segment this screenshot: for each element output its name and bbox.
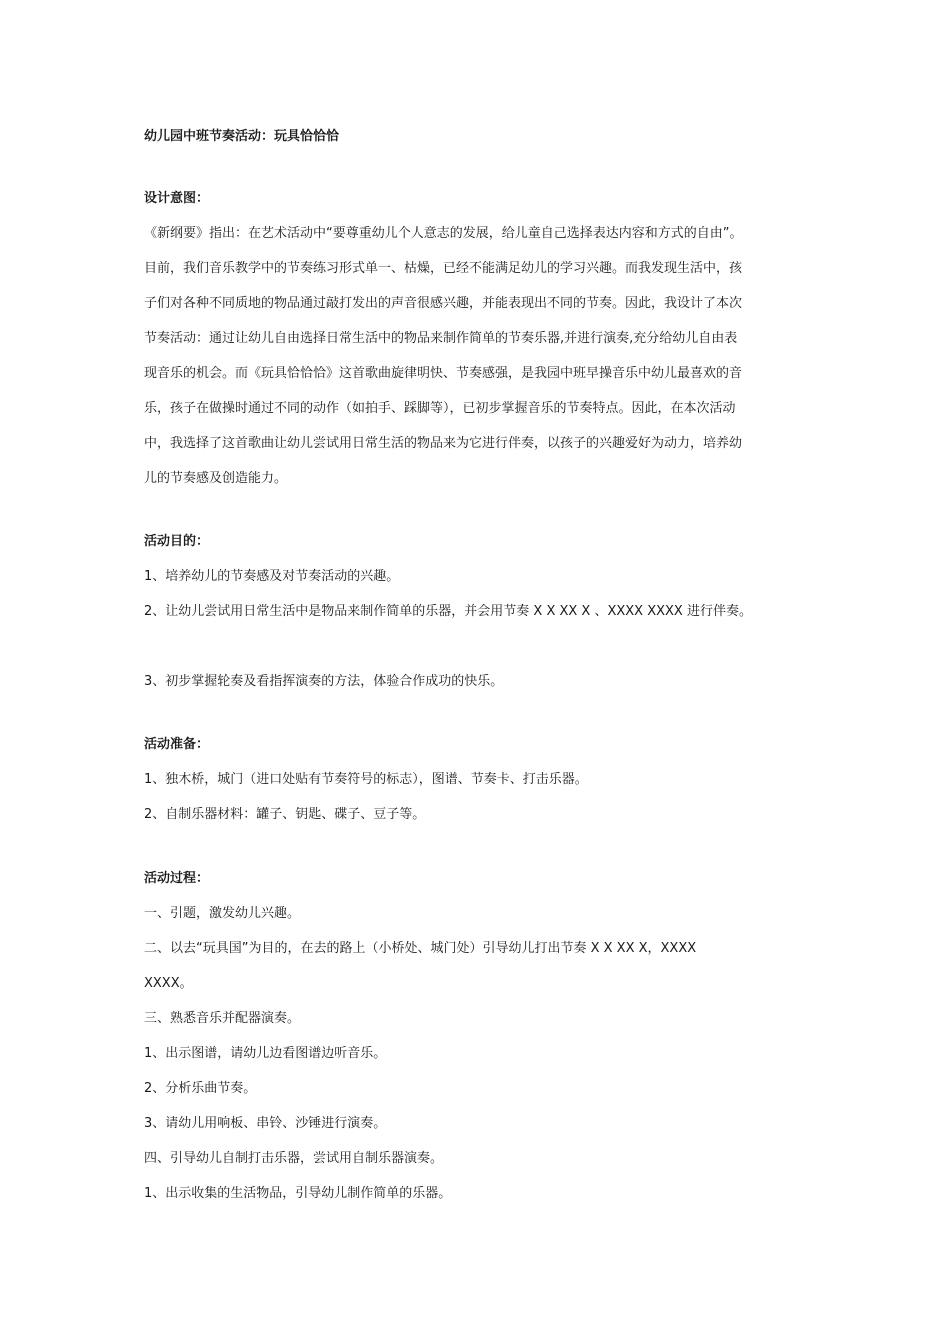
design-line: 子们对各种不同质地的物品通过敲打发出的声音很感兴趣，并能表现出不同的节奏。因此，我设计了本次	[144, 296, 743, 311]
goal-heading: 活动目的：	[144, 534, 210, 549]
design-heading: 设计意图：	[144, 191, 210, 206]
process-item: 3、请幼儿用响板、串铃、沙锤进行演奏。	[144, 1116, 387, 1131]
design-line: 现音乐的机会。而《玩具恰恰恰》这首歌曲旋律明快、节奏感强，是我园中班早操音乐中幼儿最喜欢的音	[144, 366, 743, 381]
process-item: 三、熟悉音乐并配器演奏。	[144, 1011, 301, 1026]
design-line: 《新纲要》指出：在艺术活动中“要尊重幼儿个人意志的发展，给儿童自己选择表达内容和方式的自由”。	[144, 226, 743, 241]
design-line: 乐，孩子在做操时通过不同的动作（如拍手、踩脚等），已初步掌握音乐的节奏特点。因此，在本次活动	[144, 401, 736, 416]
process-item: 二、以去“玩具国”为目的，在去的路上（小桥处、城门处）引导幼儿打出节奏 X X XX X，XXXX	[144, 941, 697, 956]
design-line: 中，我选择了这首歌曲让幼儿尝试用日常生活的物品来为它进行伴奏，以孩子的兴趣爱好为动力，培养幼	[144, 436, 743, 451]
process-item: 四、引导幼儿自制打击乐器，尝试用自制乐器演奏。	[144, 1151, 444, 1166]
design-line: 节奏活动：通过让幼儿自由选择日常生活中的物品来制作简单的节奏乐器,并进行演奏,充分给幼儿自由表	[144, 331, 738, 346]
prep-item: 1、独木桥，城门（进口处贴有节奏符号的标志），图谱、节奏卡、打击乐器。	[144, 772, 588, 787]
design-line: 儿的节奏感及创造能力。	[144, 471, 288, 486]
goal-item: 3、初步掌握轮奏及看指挥演奏的方法，体验合作成功的快乐。	[144, 674, 504, 689]
process-item: 一、引题，激发幼儿兴趣。	[144, 906, 301, 921]
process-item: 2、分析乐曲节奏。	[144, 1081, 257, 1096]
process-item: 1、出示图谱，请幼儿边看图谱边听音乐。	[144, 1046, 387, 1061]
goal-item: 2、让幼儿尝试用日常生活中是物品来制作简单的乐器，并会用节奏 X X XX X 、XXXX XXXX 进行伴奏。	[144, 604, 752, 619]
process-item: 1、出示收集的生活物品，引导幼儿制作简单的乐器。	[144, 1186, 452, 1201]
prep-heading: 活动准备：	[144, 737, 210, 752]
prep-item: 2、自制乐器材料：罐子、钥匙、碟子、豆子等。	[144, 807, 426, 822]
document-title: 幼儿园中班节奏活动：玩具恰恰恰	[144, 129, 340, 144]
process-item: XXXX。	[144, 976, 193, 991]
design-line: 目前，我们音乐教学中的节奏练习形式单一、枯燥，已经不能满足幼儿的学习兴趣。而我发现生活中，孩	[144, 261, 743, 276]
process-heading: 活动过程：	[144, 871, 210, 886]
goal-item: 1、培养幼儿的节奏感及对节奏活动的兴趣。	[144, 569, 400, 584]
